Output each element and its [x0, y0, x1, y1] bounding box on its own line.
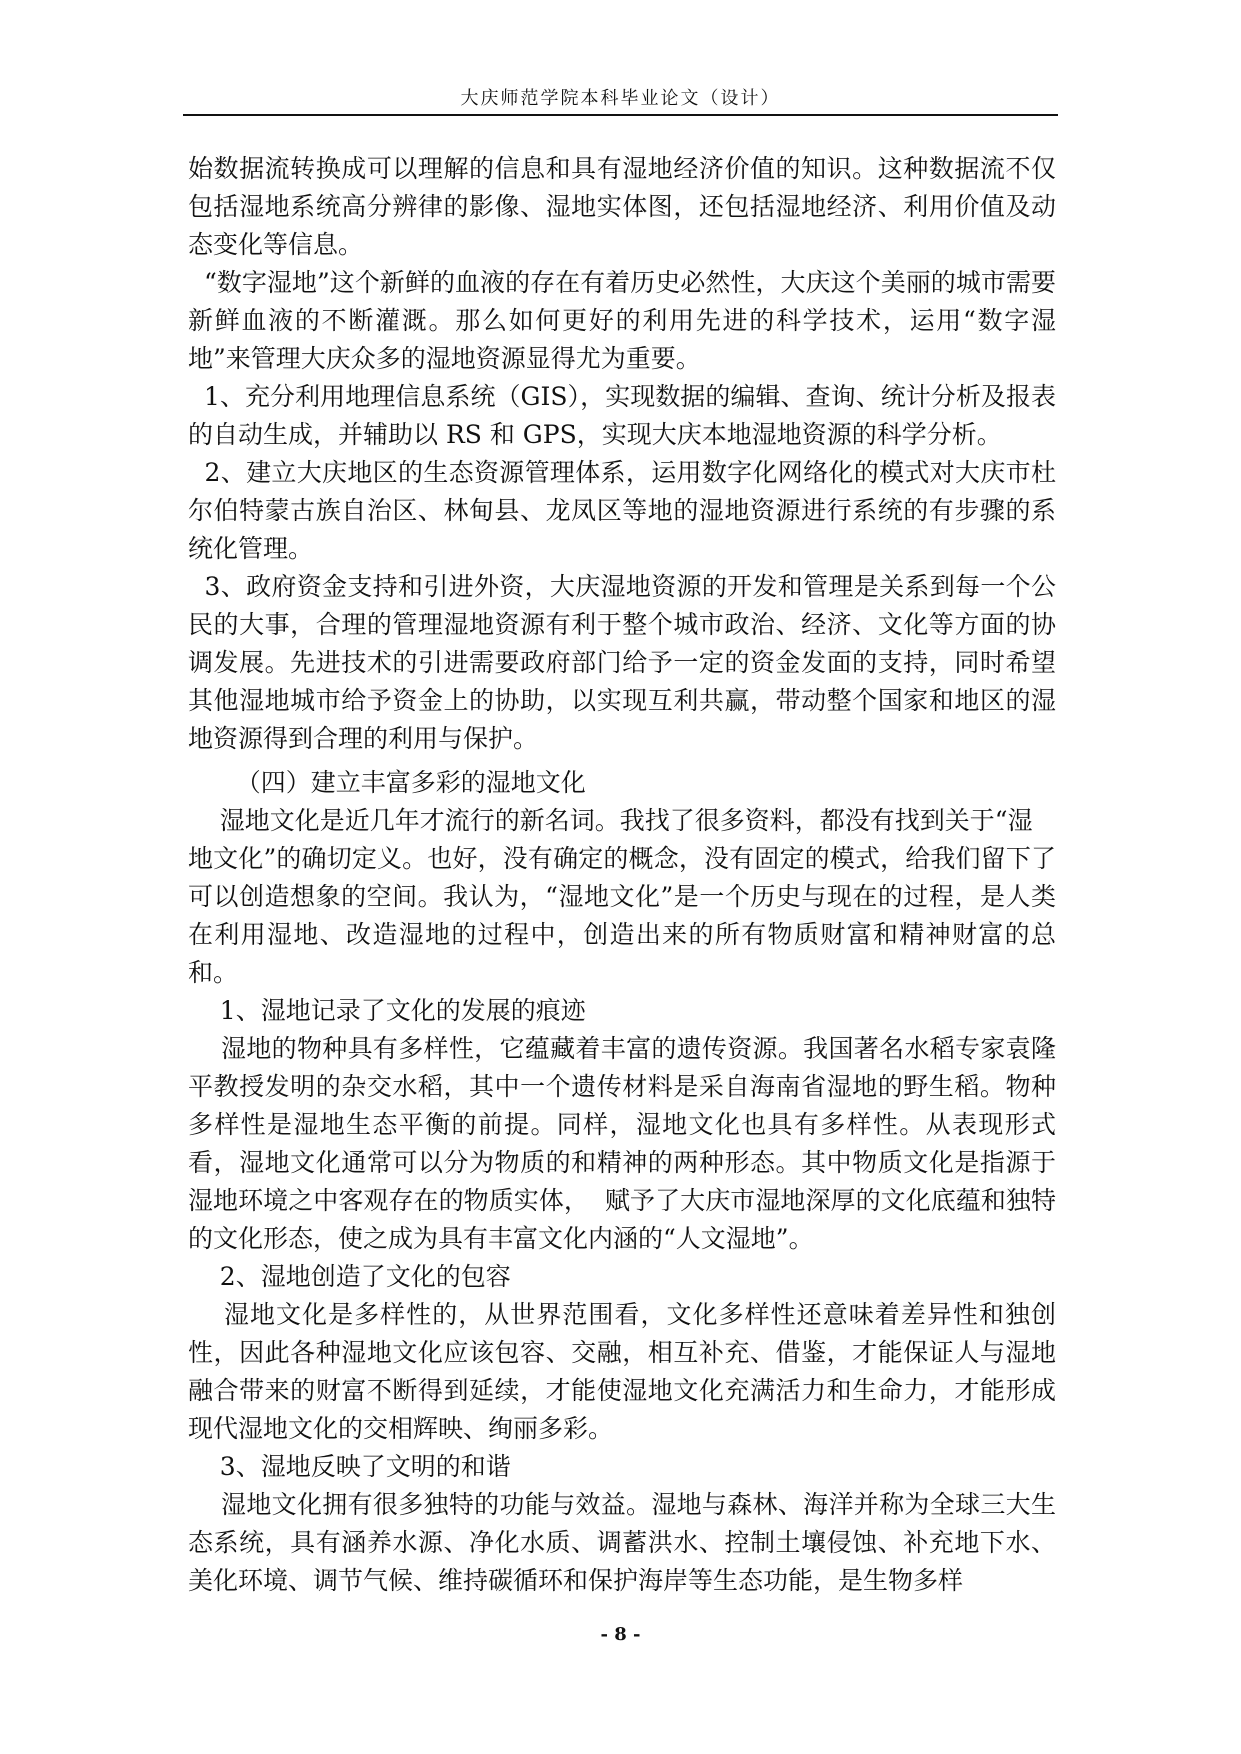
- paragraph: 地文化”的确切定义。也好，没有确定的概念，没有固定的模式，给我们留下了可以创造想象的空间。我认为，“湿地文化”是一个历史与现在的过程，是人类在利用湿地、改造湿地的过程中，创造出来的所有物质财富和精神财富的总和。: [188, 844, 1056, 987]
- paragraph: 1、充分利用地理信息系统（GIS），实现数据的编辑、查询、统计分析及报表的自动生成，并辅助以 RS 和 GPS，实现大庆本地湿地资源的科学分析。: [188, 382, 1056, 449]
- paragraph: 湿地文化是多样性的，从世界范围看，文化多样性还意味着差异性和独创性，因此各种湿地文化应该包容、交融，相互补充、借鉴，才能保证人与湿地融合带来的财富不断得到延续，才能使湿地文化充满活力和生命力，才能形成现代湿地文化的交相辉映、绚丽多彩。: [188, 1300, 1056, 1443]
- section-heading: （四）建立丰富多彩的湿地文化: [188, 768, 586, 797]
- paragraph: 湿地文化是近几年才流行的新名词。我找了很多资料，都没有找到关于“湿: [188, 806, 1033, 835]
- running-header: 大庆师范学院本科毕业论文（设计）: [460, 88, 781, 109]
- header-rule: [183, 114, 1058, 116]
- subsection-heading: 2、湿地创造了文化的包容: [188, 1262, 511, 1291]
- document-body: [188, 150, 1056, 1600]
- paragraph: “数字湿地”这个新鲜的血液的存在有着历史必然性，大庆这个美丽的城市需要新鲜血液的不断灌溉。那么如何更好的利用先进的科学技术，运用“数字湿地”来管理大庆众多的湿地资源显得尤为重要。: [188, 268, 1056, 373]
- paragraph: 3、政府资金支持和引进外资，大庆湿地资源的开发和管理是关系到每一个公民的大事，合理的管理湿地资源有利于整个城市政治、经济、文化等方面的协调发展。先进技术的引进需要政府部门给予一定的资金发面的支持，同时希望其他湿地城市给予资金上的协助，以实现互利共赢，带动整个国家和地区的湿地资源得到合理的利用与保护。: [188, 572, 1056, 753]
- paragraph: 湿地的物种具有多样性，它蕴藏着丰富的遗传资源。我国著名水稻专家袁隆平教授发明的杂交水稻，其中一个遗传材料是采自海南省湿地的野生稻。物种多样性是湿地生态平衡的前提。同样，湿地文化也具有多样性。从表现形式看，湿地文化通常可以分为物质的和精神的两种形态。其中物质文化是指源于湿地环境之中客观存在的物质实体， 赋予了大庆市湿地深厚的文化底蕴和独特的文化形态，使之成为具有丰富文化内涵的“人文湿地”。: [188, 1034, 1056, 1253]
- subsection-heading: 3、湿地反映了文明的和谐: [188, 1452, 511, 1481]
- page-number: - 8 -: [600, 1624, 641, 1645]
- paragraph: 2、建立大庆地区的生态资源管理体系，运用数字化网络化的模式对大庆市杜尔伯特蒙古族自治区、林甸县、龙凤区等地的湿地资源进行系统的有步骤的系统化管理。: [188, 458, 1056, 563]
- subsection-heading: 1、湿地记录了文化的发展的痕迹: [188, 996, 586, 1025]
- paragraph: 湿地文化拥有很多独特的功能与效益。湿地与森林、海洋并称为全球三大生态系统，具有涵养水源、净化水质、调蓄洪水、控制土壤侵蚀、补充地下水、美化环境、调节气候、维持碳循环和保护海岸等生态功能，是生物多样: [188, 1490, 1056, 1595]
- paragraph: 始数据流转换成可以理解的信息和具有湿地经济价值的知识。这种数据流不仅包括湿地系统高分辨律的影像、湿地实体图，还包括湿地经济、利用价值及动态变化等信息。: [188, 154, 1056, 259]
